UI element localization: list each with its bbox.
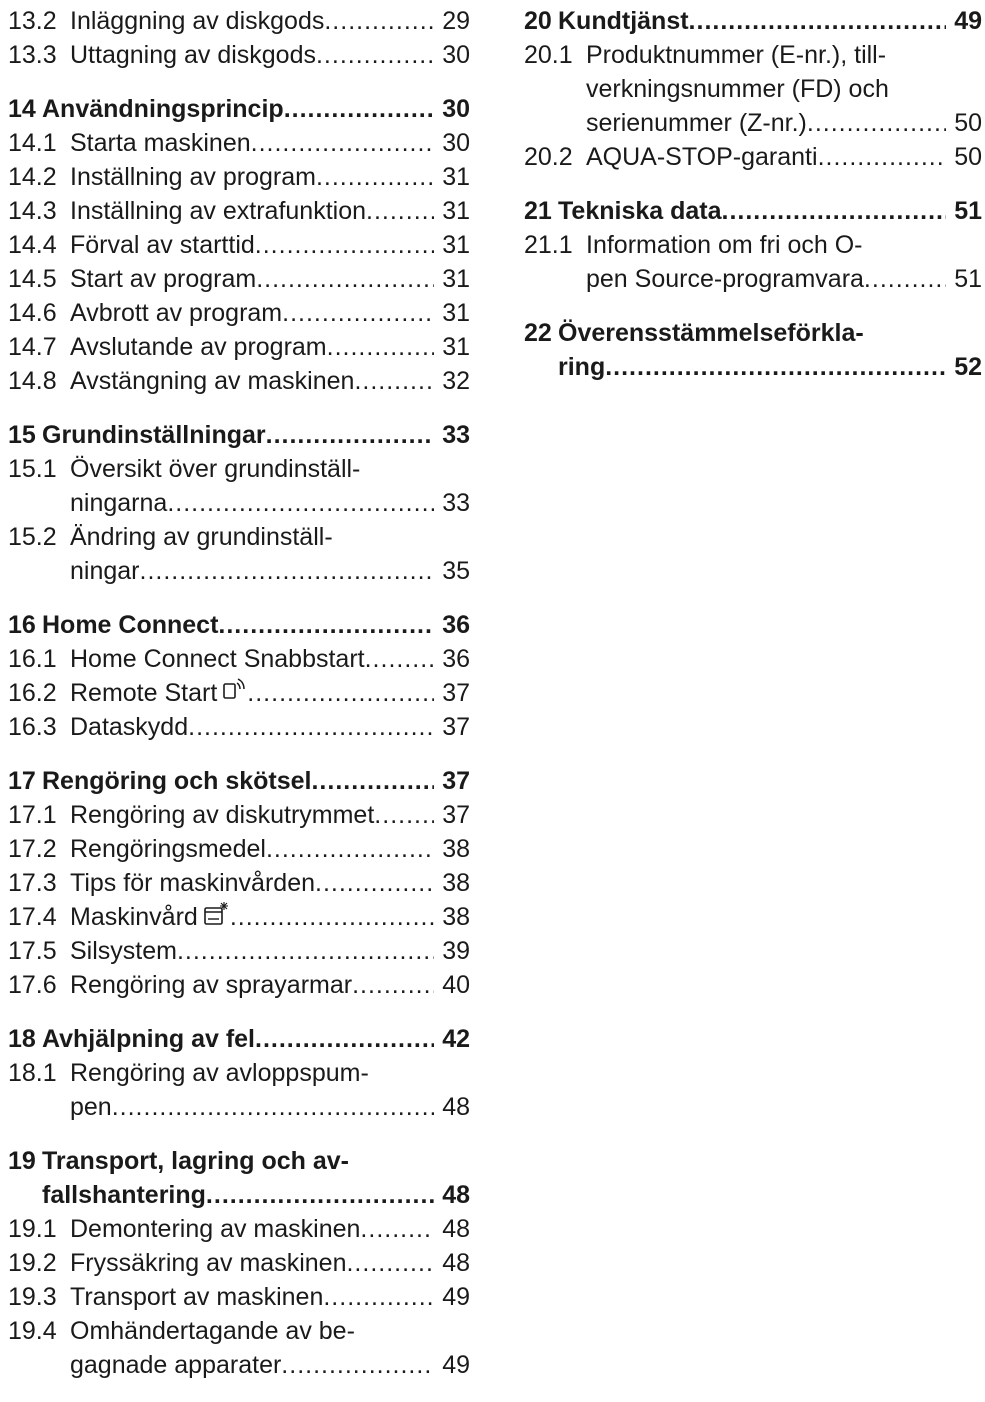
- chapter-title: Rengöring och skötsel: [42, 767, 312, 795]
- page-number: 32: [442, 367, 470, 395]
- chapter-title: Grundinställningar: [42, 421, 266, 449]
- dot-leader: [247, 676, 434, 710]
- toc-section: [8, 92, 470, 398]
- chapter-title: Kundtjänst: [558, 7, 689, 35]
- page-number: 30: [442, 129, 470, 157]
- toc-entry[interactable]: [8, 364, 470, 398]
- page-number: 38: [442, 869, 470, 897]
- chapter-title: Transport, lagring och av-: [42, 1147, 349, 1175]
- entry-title: Starta maskinen: [70, 129, 251, 157]
- page-number: 33: [442, 421, 470, 449]
- entry-title: Demontering av maskinen: [70, 1215, 361, 1243]
- entry-title: AQUA-STOP-garanti: [586, 143, 818, 171]
- entry-title: ningarna: [70, 489, 168, 517]
- page-number: 31: [442, 163, 470, 191]
- entry-number: 17.2: [8, 835, 57, 863]
- page-number: 29: [442, 7, 470, 35]
- toc-entry[interactable]: [8, 520, 470, 588]
- chapter-title: Avhjälpning av fel: [42, 1025, 256, 1053]
- entry-title: Start av program: [70, 265, 257, 293]
- page-number: 35: [442, 557, 470, 585]
- entry-title: Fryssäkring av maskinen: [70, 1249, 347, 1277]
- entry-title: verkningsnummer (FD) och: [586, 75, 889, 103]
- toc-entry[interactable]: [8, 160, 470, 194]
- entry-title: serienummer (Z-nr.): [586, 109, 807, 137]
- entry-number: 19.1: [8, 1215, 57, 1243]
- toc-entry[interactable]: [8, 710, 470, 744]
- toc-entry[interactable]: [8, 228, 470, 262]
- dot-leader: [722, 194, 946, 228]
- toc-chapter-heading[interactable]: [8, 764, 470, 798]
- entry-number: 19.2: [8, 1249, 57, 1277]
- toc-entry[interactable]: [524, 140, 982, 174]
- page-number: 52: [954, 353, 982, 381]
- dot-leader: [188, 710, 434, 744]
- dot-leader: [206, 1178, 434, 1212]
- page-number: 37: [442, 767, 470, 795]
- toc-chapter-heading[interactable]: [8, 1022, 470, 1056]
- entry-title: Maskinvård: [70, 903, 198, 931]
- toc-entry[interactable]: [524, 38, 982, 140]
- toc-section: [8, 1022, 470, 1124]
- page-number: 49: [442, 1351, 470, 1379]
- entry-number: 20.2: [524, 143, 573, 171]
- entry-number: 20.1: [524, 41, 573, 69]
- toc-section: [524, 4, 982, 174]
- toc-entry[interactable]: [8, 330, 470, 364]
- remote-start-icon: [221, 676, 247, 710]
- chapter-number: 14: [8, 95, 36, 123]
- page-number: 31: [442, 333, 470, 361]
- dot-leader: [140, 554, 435, 588]
- page-number: 50: [954, 109, 982, 137]
- toc-column-right: [524, 4, 982, 404]
- toc-chapter-heading[interactable]: [524, 4, 982, 38]
- chapter-number: 22: [524, 319, 552, 347]
- dot-leader: [323, 1280, 434, 1314]
- page-number: 37: [442, 679, 470, 707]
- page-number: 33: [442, 489, 470, 517]
- toc-chapter-heading[interactable]: [8, 1144, 470, 1212]
- chapter-number: 20: [524, 7, 552, 35]
- entry-title: Remote Start: [70, 679, 218, 707]
- page-number: 37: [442, 801, 470, 829]
- dot-leader: [316, 160, 434, 194]
- dot-leader: [256, 262, 434, 296]
- chapter-title: ring: [558, 353, 606, 381]
- entry-title: Dataskydd: [70, 713, 189, 741]
- dot-leader: [807, 106, 946, 140]
- chapter-title: Home Connect: [42, 611, 219, 639]
- toc-section: [8, 1144, 470, 1382]
- entry-number: 15.1: [8, 455, 57, 483]
- chapter-number: 15: [8, 421, 36, 449]
- toc-section: [524, 316, 982, 384]
- entry-title: Home Connect Snabbstart: [70, 645, 365, 673]
- dot-leader: [177, 934, 434, 968]
- entry-number: 14.2: [8, 163, 57, 191]
- dot-leader: [365, 642, 434, 676]
- entry-title: Förval av starttid: [70, 231, 255, 259]
- toc-chapter-heading[interactable]: [524, 194, 982, 228]
- toc-entry[interactable]: [8, 262, 470, 296]
- toc-chapter-heading[interactable]: [524, 316, 982, 384]
- entry-number: 18.1: [8, 1059, 57, 1087]
- toc-entry[interactable]: [8, 934, 470, 968]
- page-number: 49: [954, 7, 982, 35]
- entry-title: Inställning av extrafunktion: [70, 197, 367, 225]
- entry-number: 17.1: [8, 801, 57, 829]
- entry-number: 19.4: [8, 1317, 57, 1345]
- page-number: 49: [442, 1283, 470, 1311]
- page-number: 31: [442, 197, 470, 225]
- page-number: 37: [442, 713, 470, 741]
- page-number: 30: [442, 41, 470, 69]
- page-number: 48: [442, 1181, 470, 1209]
- page-number: 51: [954, 197, 982, 225]
- toc-entry[interactable]: [524, 228, 982, 296]
- chapter-number: 16: [8, 611, 36, 639]
- toc-entry[interactable]: [8, 866, 470, 900]
- page-number: 40: [442, 971, 470, 999]
- toc-section: [8, 4, 470, 72]
- dot-leader: [167, 486, 434, 520]
- entry-title: Inläggning av diskgods: [70, 7, 325, 35]
- dot-leader: [255, 228, 434, 262]
- entry-number: 13.3: [8, 41, 57, 69]
- page-number: 31: [442, 231, 470, 259]
- page-number: 51: [954, 265, 982, 293]
- entry-title: Information om fri och O-: [586, 231, 863, 259]
- entry-title: Produktnummer (E-nr.), till-: [586, 41, 887, 69]
- entry-title: Omhändertagande av be-: [70, 1317, 355, 1345]
- chapter-number: 19: [8, 1147, 36, 1175]
- dot-leader: [605, 350, 946, 384]
- dot-leader: [818, 140, 946, 174]
- entry-number: 17.5: [8, 937, 57, 965]
- dot-leader: [354, 364, 434, 398]
- toc-entry[interactable]: [8, 296, 470, 330]
- toc-entry[interactable]: [8, 194, 470, 228]
- toc-entry[interactable]: [8, 38, 470, 72]
- toc-entry[interactable]: [8, 900, 470, 934]
- toc-entry[interactable]: [8, 1056, 470, 1124]
- toc-entry[interactable]: [8, 798, 470, 832]
- entry-number: 14.1: [8, 129, 57, 157]
- dot-leader: [281, 1348, 434, 1382]
- page-number: 48: [442, 1249, 470, 1277]
- dot-leader: [230, 900, 434, 934]
- entry-title: Silsystem: [70, 937, 177, 965]
- entry-number: 14.7: [8, 333, 57, 361]
- dot-leader: [689, 4, 946, 38]
- dot-leader: [266, 418, 434, 452]
- dot-leader: [360, 1212, 434, 1246]
- entry-number: 21.1: [524, 231, 573, 259]
- entry-number: 14.3: [8, 197, 57, 225]
- dot-leader: [284, 92, 434, 126]
- entry-number: 16.2: [8, 679, 57, 707]
- entry-number: 13.2: [8, 7, 57, 35]
- chapter-number: 17: [8, 767, 36, 795]
- entry-title: gagnade apparater: [70, 1351, 282, 1379]
- page-number: 38: [442, 835, 470, 863]
- page-number: 31: [442, 299, 470, 327]
- entry-number: 19.3: [8, 1283, 57, 1311]
- page-number: 31: [442, 265, 470, 293]
- toc-entry[interactable]: [8, 452, 470, 520]
- chapter-title: Överensstämmelseförkla-: [558, 319, 864, 347]
- entry-title: pen Source-programvara: [586, 265, 864, 293]
- dot-leader: [864, 262, 946, 296]
- toc-section: [8, 608, 470, 744]
- entry-title: Avstängning av maskinen: [70, 367, 355, 395]
- entry-number: 14.6: [8, 299, 57, 327]
- toc-section: [8, 418, 470, 588]
- chapter-number: 21: [524, 197, 552, 225]
- entry-title: Rengöring av diskutrymmet: [70, 801, 375, 829]
- dot-leader: [255, 1022, 434, 1056]
- entry-title: Avslutande av program: [70, 333, 327, 361]
- entry-number: 15.2: [8, 523, 57, 551]
- dot-leader: [366, 194, 434, 228]
- chapter-title: Användningsprincip: [42, 95, 284, 123]
- toc-entry[interactable]: [8, 832, 470, 866]
- dot-leader: [316, 38, 434, 72]
- toc-entry[interactable]: [8, 4, 470, 38]
- toc-entry[interactable]: [8, 126, 470, 160]
- entry-title: Ändring av grundinställ-: [70, 523, 333, 551]
- dot-leader: [266, 832, 434, 866]
- toc-entry[interactable]: [8, 1280, 470, 1314]
- machine-care-icon: [202, 900, 230, 934]
- entry-number: 14.5: [8, 265, 57, 293]
- page-number: 50: [954, 143, 982, 171]
- dot-leader: [327, 330, 434, 364]
- toc-chapter-heading[interactable]: [8, 92, 470, 126]
- entry-number: 17.6: [8, 971, 57, 999]
- entry-number: 17.4: [8, 903, 57, 931]
- entry-title: pen: [70, 1093, 112, 1121]
- dot-leader: [352, 968, 434, 1002]
- entry-title: Transport av maskinen: [70, 1283, 324, 1311]
- toc-entry[interactable]: [8, 1212, 470, 1246]
- entry-title: ningar: [70, 557, 140, 585]
- entry-title: Avbrott av program: [70, 299, 283, 327]
- page-number: 42: [442, 1025, 470, 1053]
- entry-title: Översikt över grundinställ-: [70, 455, 361, 483]
- page-number: 48: [442, 1215, 470, 1243]
- chapter-title: Tekniska data: [558, 197, 722, 225]
- toc-column-left: [8, 4, 470, 1402]
- toc-entry[interactable]: [8, 642, 470, 676]
- entry-title: Rengöringsmedel: [70, 835, 266, 863]
- dot-leader: [346, 1246, 434, 1280]
- dot-leader: [374, 798, 434, 832]
- page-number: 36: [442, 611, 470, 639]
- entry-number: 14.8: [8, 367, 57, 395]
- dot-leader: [218, 608, 434, 642]
- dot-leader: [311, 764, 434, 798]
- chapter-title: fallshantering: [42, 1181, 206, 1209]
- dot-leader: [324, 4, 434, 38]
- toc-entry[interactable]: [8, 1246, 470, 1280]
- entry-number: 16.3: [8, 713, 57, 741]
- toc-entry[interactable]: [8, 968, 470, 1002]
- entry-title: Inställning av program: [70, 163, 316, 191]
- dot-leader: [112, 1090, 434, 1124]
- toc-entry[interactable]: [8, 676, 470, 710]
- toc-section: [524, 194, 982, 296]
- entry-number: 16.1: [8, 645, 57, 673]
- dot-leader: [282, 296, 434, 330]
- dot-leader: [315, 866, 434, 900]
- page-number: 48: [442, 1093, 470, 1121]
- toc-chapter-heading[interactable]: [8, 418, 470, 452]
- page-number: 39: [442, 937, 470, 965]
- entry-title: Rengöring av avloppspum-: [70, 1059, 369, 1087]
- dot-leader: [251, 126, 434, 160]
- toc-chapter-heading[interactable]: [8, 608, 470, 642]
- toc-section: [8, 764, 470, 1002]
- entry-title: Rengöring av sprayarmar: [70, 971, 353, 999]
- toc-entry[interactable]: [8, 1314, 470, 1382]
- entry-title: Tips för maskinvården: [70, 869, 315, 897]
- page-number: 38: [442, 903, 470, 931]
- page-number: 30: [442, 95, 470, 123]
- entry-number: 17.3: [8, 869, 57, 897]
- chapter-number: 18: [8, 1025, 36, 1053]
- page-number: 36: [442, 645, 470, 673]
- entry-title: Uttagning av diskgods: [70, 41, 316, 69]
- entry-number: 14.4: [8, 231, 57, 259]
